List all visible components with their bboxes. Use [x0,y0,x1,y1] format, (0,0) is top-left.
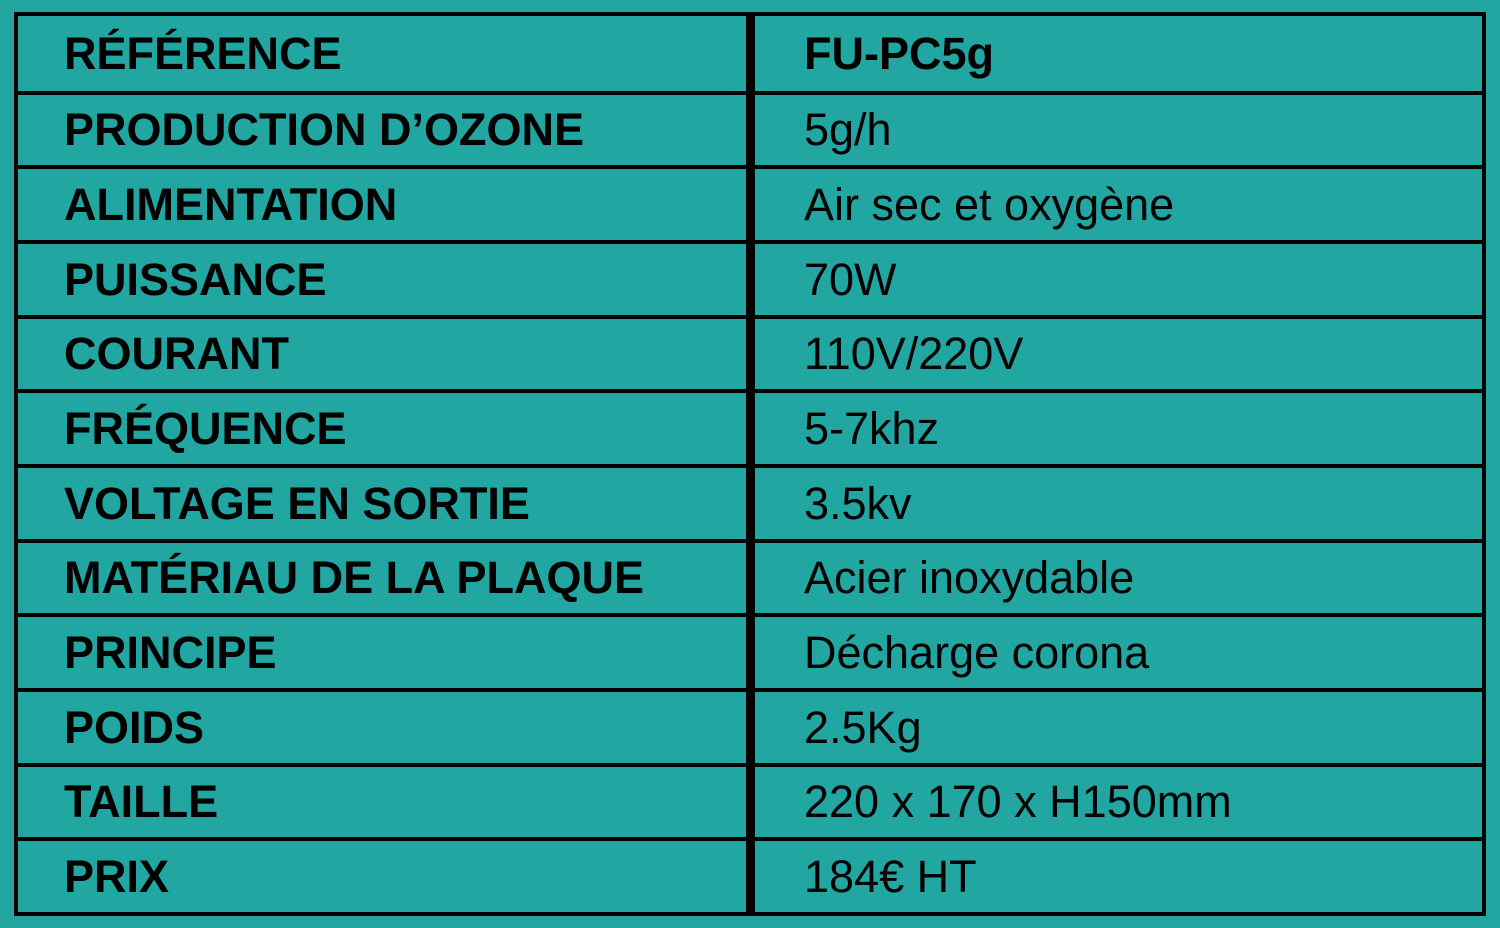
row-value: 3.5kv [804,477,912,529]
row-value: 5g/h [804,104,892,156]
row-value: 5-7khz [804,403,940,455]
spec-table [14,12,1486,916]
row-label: ALIMENTATION [64,179,398,231]
row-label: PRODUCTION D’OZONE [64,104,585,156]
row-label: FRÉQUENCE [64,403,347,455]
row-label: PRINCIPE [64,627,277,679]
row-value: 110V/220V [804,328,1024,380]
row-value: 2.5Kg [804,701,922,753]
row-label: MATÉRIAU DE LA PLAQUE [64,552,644,604]
row-label: TAILLE [64,776,219,828]
row-value: Acier inoxydable [804,552,1135,604]
row-label: PRIX [64,851,170,903]
row-label: VOLTAGE EN SORTIE [64,477,530,529]
row-label: POIDS [64,701,205,753]
row-value: 184€ HT [804,851,977,903]
row-value: 220 x 170 x H150mm [804,776,1232,828]
row-label: PUISSANCE [64,253,327,305]
row-value: 70W [804,253,897,305]
row-label: RÉFÉRENCE [64,27,342,79]
row-value: Décharge corona [804,627,1150,679]
row-value: Air sec et oxygène [804,179,1175,231]
row-value: FU-PC5g [804,27,994,79]
row-label: COURANT [64,328,289,380]
column-divider [746,16,755,912]
